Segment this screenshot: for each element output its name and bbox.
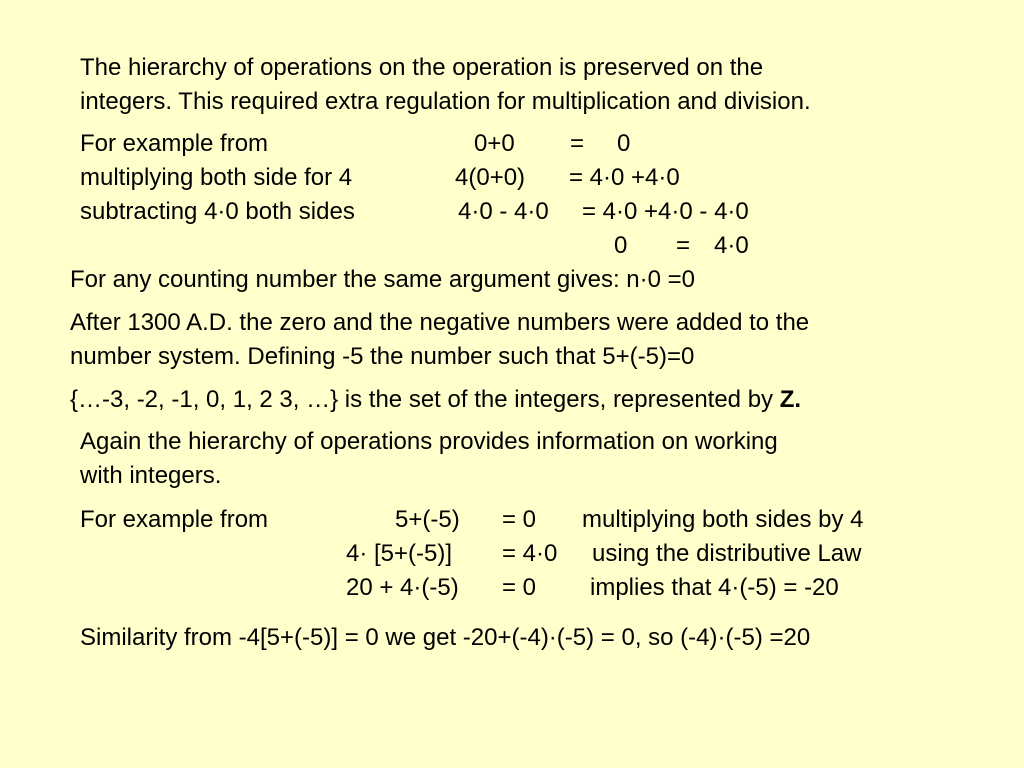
example1-expr-4: 0 bbox=[614, 232, 628, 259]
example2-expr-2: 4· [5+(-5)] bbox=[346, 540, 453, 567]
example2-expr-1: 5+(-5) bbox=[395, 506, 460, 533]
example2-label-from: For example from bbox=[80, 506, 269, 533]
example2-rhs-2: = 4·0 bbox=[502, 540, 558, 567]
example2-note-3: implies that 4·(-5) = -20 bbox=[590, 574, 839, 601]
example2-note-2: using the distributive Law bbox=[592, 540, 862, 567]
again-line-2: with integers. bbox=[80, 462, 222, 489]
counting-statement: For any counting number the same argument gives: n·0 =0 bbox=[70, 266, 696, 293]
example2-expr-3: 20 + 4·(-5) bbox=[346, 574, 459, 601]
history-line-1: After 1300 A.D. the zero and the negative numbers were added to the bbox=[70, 309, 810, 336]
intro-line-2: integers. This required extra regulation for multiplication and division. bbox=[80, 88, 811, 115]
history-line-2: number system. Defining -5 the number such that 5+(-5)=0 bbox=[70, 343, 695, 370]
example1-rhs-1: 0 bbox=[617, 130, 631, 157]
example1-eq-4: = bbox=[676, 232, 691, 259]
example1-label-from: For example from bbox=[80, 130, 269, 157]
example2-note-1: multiplying both sides by 4 bbox=[582, 506, 864, 533]
example1-expr-1: 0+0 bbox=[474, 130, 515, 157]
example1-label-multiply: multiplying both side for 4 bbox=[80, 164, 353, 191]
integers-set-statement bbox=[70, 383, 801, 417]
example2-rhs-1: = 0 bbox=[502, 506, 537, 533]
similarity-statement: Similarity from -4[5+(-5)] = 0 we get -20+(-4)·(-5) = 0, so (-4)·(-5) =20 bbox=[80, 624, 811, 651]
example1-rhs-2: = 4·0 +4·0 bbox=[569, 164, 680, 191]
example2-rhs-3: = 0 bbox=[502, 574, 537, 601]
example1-expr-3: 4·0 - 4·0 bbox=[458, 198, 549, 225]
integers-symbol: Z. bbox=[779, 386, 802, 413]
example1-eq-1: = bbox=[570, 130, 585, 157]
example1-label-subtract: subtracting 4·0 both sides bbox=[80, 198, 355, 225]
example1-expr-2: 4(0+0) bbox=[455, 164, 526, 191]
again-line-1: Again the hierarchy of operations provides information on working bbox=[80, 428, 778, 455]
integers-set-text: {…-3, -2, -1, 0, 1, 2 3, …} is the set of the integers, represented by bbox=[70, 386, 774, 413]
example1-rhs-3: = 4·0 +4·0 - 4·0 bbox=[582, 198, 749, 225]
intro-line-1: The hierarchy of operations on the operation is preserved on the bbox=[80, 54, 764, 81]
example1-rhs-4: 4·0 bbox=[714, 232, 749, 259]
